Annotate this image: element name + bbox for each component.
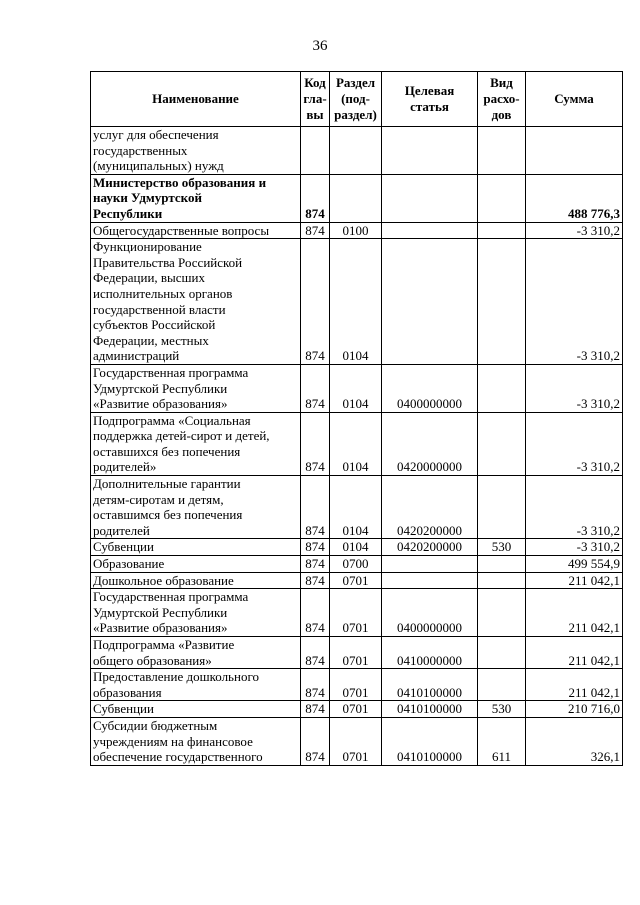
table-row <box>91 364 623 412</box>
cell-code: 874 <box>301 412 330 475</box>
cell-target: 0410000000 <box>382 637 478 669</box>
cell-code: 874 <box>301 476 330 539</box>
cell-section: 0100 <box>330 222 382 239</box>
cell-section <box>330 174 382 222</box>
table-row <box>91 717 623 765</box>
cell-section: 0104 <box>330 412 382 475</box>
table-row <box>91 127 623 175</box>
cell-target <box>382 572 478 589</box>
cell-type <box>478 476 526 539</box>
cell-type <box>478 637 526 669</box>
cell-code: 874 <box>301 364 330 412</box>
cell-name: Образование <box>91 556 301 573</box>
cell-section: 0701 <box>330 669 382 701</box>
cell-code: 874 <box>301 637 330 669</box>
cell-target <box>382 127 478 175</box>
cell-name: Подпрограмма «Социальная поддержка детей-сирот и детей, оставшихся без попечения родителей» <box>91 412 301 475</box>
cell-code: 874 <box>301 174 330 222</box>
cell-sum: -3 310,2 <box>526 239 623 365</box>
cell-target <box>382 239 478 365</box>
header-name: Наименование <box>91 72 301 127</box>
table-row <box>91 572 623 589</box>
header-code: Код гла- вы <box>301 72 330 127</box>
cell-target: 0420200000 <box>382 539 478 556</box>
cell-name: Дошкольное образование <box>91 572 301 589</box>
cell-type <box>478 222 526 239</box>
cell-code: 874 <box>301 572 330 589</box>
cell-sum: 326,1 <box>526 717 623 765</box>
cell-section: 0701 <box>330 701 382 718</box>
cell-target <box>382 556 478 573</box>
cell-type <box>478 572 526 589</box>
cell-section: 0701 <box>330 637 382 669</box>
cell-target <box>382 174 478 222</box>
cell-name: Субвенции <box>91 701 301 718</box>
cell-sum: -3 310,2 <box>526 539 623 556</box>
cell-sum: 211 042,1 <box>526 589 623 637</box>
cell-sum: 211 042,1 <box>526 669 623 701</box>
table-row <box>91 239 623 365</box>
header-type: Вид расхо- дов <box>478 72 526 127</box>
cell-type: 530 <box>478 701 526 718</box>
cell-name: Государственная программа Удмуртской Республики «Развитие образования» <box>91 589 301 637</box>
cell-target: 0400000000 <box>382 589 478 637</box>
cell-type <box>478 556 526 573</box>
cell-type <box>478 669 526 701</box>
table-row <box>91 412 623 475</box>
table-row <box>91 701 623 718</box>
cell-sum: 211 042,1 <box>526 572 623 589</box>
cell-sum: 211 042,1 <box>526 637 623 669</box>
cell-target: 0420200000 <box>382 476 478 539</box>
table-row <box>91 589 623 637</box>
cell-type <box>478 412 526 475</box>
cell-sum: 210 716,0 <box>526 701 623 718</box>
cell-target: 0410100000 <box>382 669 478 701</box>
table-row <box>91 556 623 573</box>
cell-type <box>478 239 526 365</box>
table-row <box>91 669 623 701</box>
cell-target: 0410100000 <box>382 717 478 765</box>
cell-name: Государственная программа Удмуртской Республики «Развитие образования» <box>91 364 301 412</box>
cell-sum: 488 776,3 <box>526 174 623 222</box>
cell-name: услуг для обеспечения государственных (муниципальных) нужд <box>91 127 301 175</box>
cell-target: 0400000000 <box>382 364 478 412</box>
cell-name: Министерство образования и науки Удмуртской Республики <box>91 174 301 222</box>
page-number: 36 <box>312 38 328 54</box>
cell-code: 874 <box>301 717 330 765</box>
cell-code: 874 <box>301 589 330 637</box>
header-target: Целевая статья <box>382 72 478 127</box>
cell-type: 530 <box>478 539 526 556</box>
cell-target: 0410100000 <box>382 701 478 718</box>
cell-sum: -3 310,2 <box>526 476 623 539</box>
cell-type <box>478 127 526 175</box>
table-row <box>91 637 623 669</box>
header-sum: Сумма <box>526 72 623 127</box>
cell-type <box>478 174 526 222</box>
cell-name: Подпрограмма «Развитие общего образования» <box>91 637 301 669</box>
cell-name: Дополнительные гарантии детям-сиротам и детям, оставшимся без попечения родителей <box>91 476 301 539</box>
cell-name: Субвенции <box>91 539 301 556</box>
table-row <box>91 476 623 539</box>
cell-type <box>478 364 526 412</box>
cell-code: 874 <box>301 239 330 365</box>
cell-name: Предоставление дошкольного образования <box>91 669 301 701</box>
cell-sum: -3 310,2 <box>526 222 623 239</box>
cell-target: 0420000000 <box>382 412 478 475</box>
cell-section: 0701 <box>330 717 382 765</box>
cell-section: 0104 <box>330 364 382 412</box>
cell-code: 874 <box>301 669 330 701</box>
cell-section: 0701 <box>330 589 382 637</box>
budget-table <box>90 71 623 766</box>
header-section: Раздел (под- раздел) <box>330 72 382 127</box>
cell-name: Общегосударственные вопросы <box>91 222 301 239</box>
cell-target <box>382 222 478 239</box>
cell-sum: -3 310,2 <box>526 412 623 475</box>
cell-section: 0701 <box>330 572 382 589</box>
cell-code <box>301 127 330 175</box>
table-header-row <box>91 72 623 127</box>
cell-sum: 499 554,9 <box>526 556 623 573</box>
cell-section: 0104 <box>330 476 382 539</box>
table-row <box>91 174 623 222</box>
cell-name: Функционирование Правительства Российской Федерации, высших исполнительных органов государственной власти субъектов Российской Федерации, местных администраций <box>91 239 301 365</box>
cell-sum <box>526 127 623 175</box>
cell-name: Субсидии бюджетным учреждениям на финансовое обеспечение государственного <box>91 717 301 765</box>
cell-code: 874 <box>301 701 330 718</box>
table-row <box>91 222 623 239</box>
cell-sum: -3 310,2 <box>526 364 623 412</box>
cell-code: 874 <box>301 539 330 556</box>
cell-section: 0700 <box>330 556 382 573</box>
cell-type: 611 <box>478 717 526 765</box>
cell-code: 874 <box>301 222 330 239</box>
table-row <box>91 539 623 556</box>
cell-section: 0104 <box>330 239 382 365</box>
cell-code: 874 <box>301 556 330 573</box>
cell-type <box>478 589 526 637</box>
cell-section: 0104 <box>330 539 382 556</box>
cell-section <box>330 127 382 175</box>
